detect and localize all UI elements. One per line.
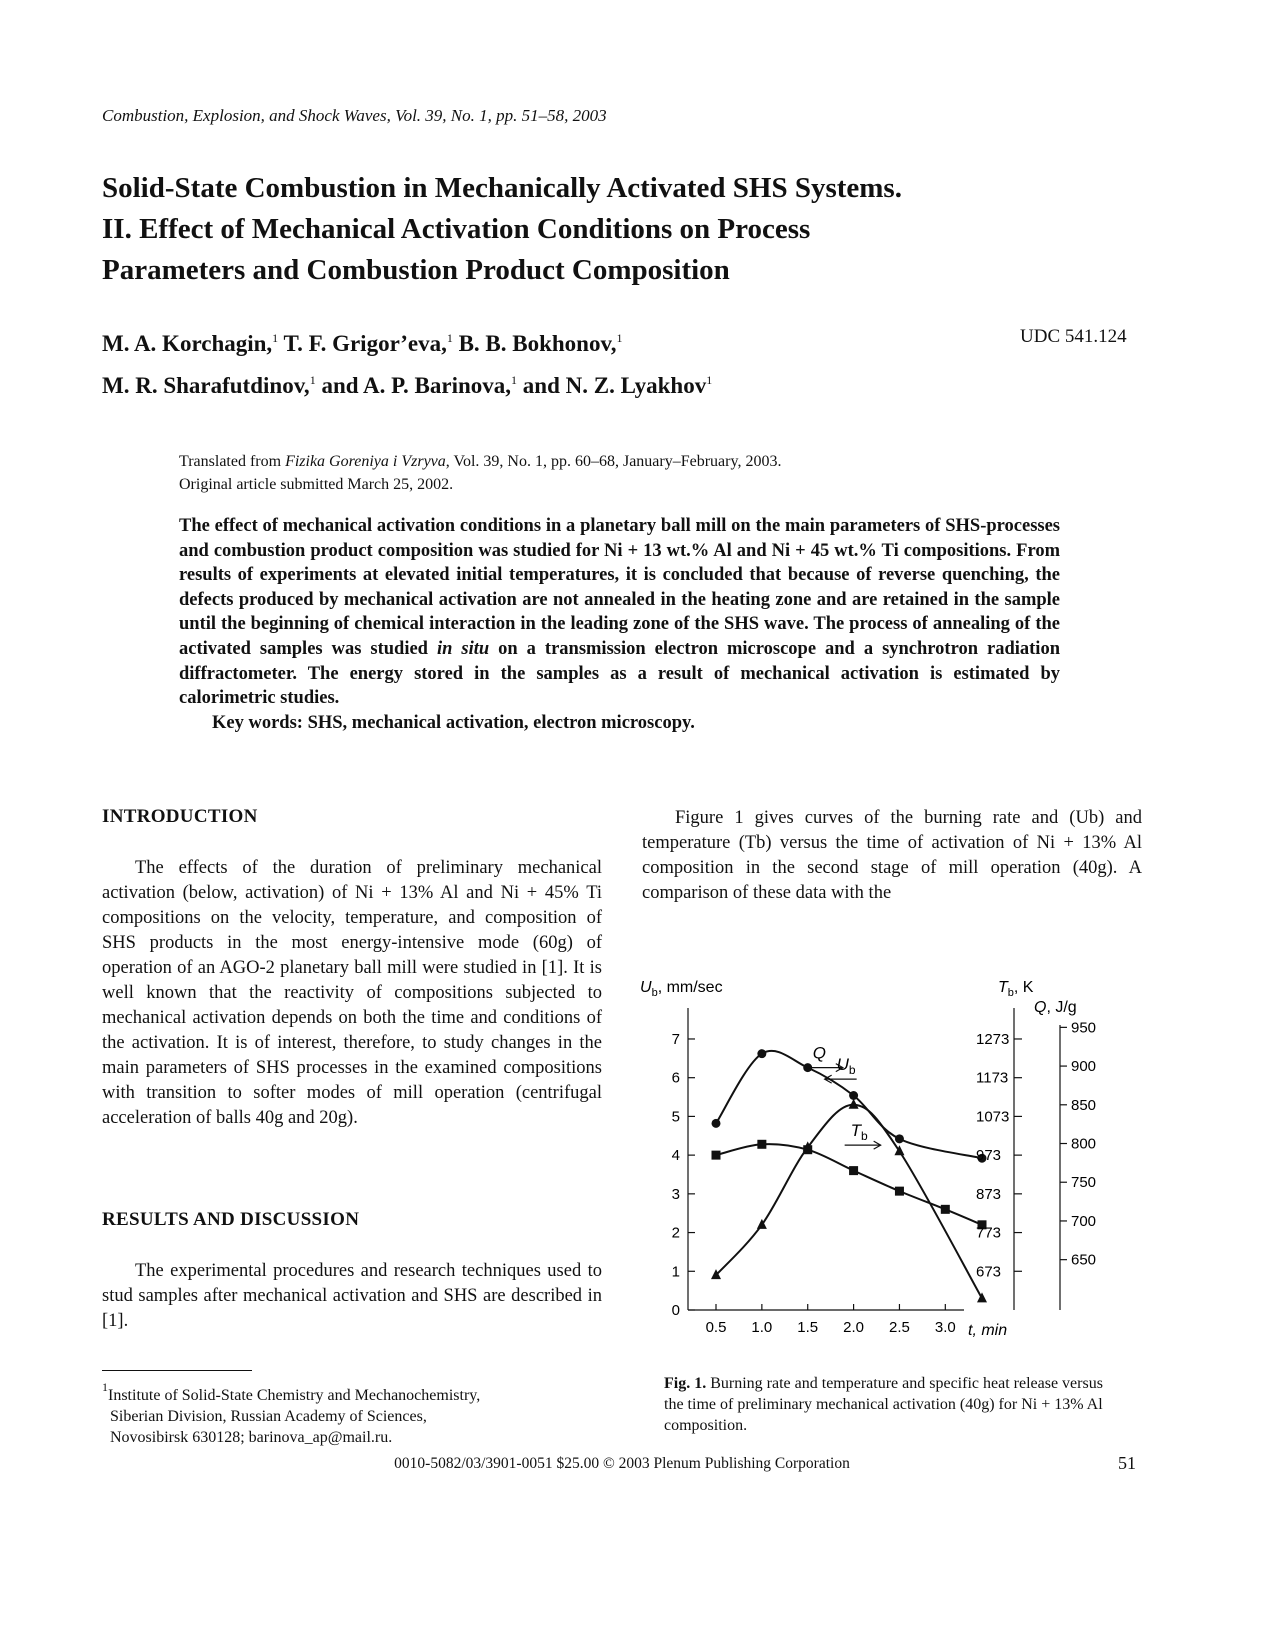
annotation-tb: $T_b$ (850, 1121, 868, 1144)
tb-point (941, 1205, 950, 1214)
left-axis-label (640, 979, 723, 999)
submission-date: Original article submitted March 25, 2002. (179, 476, 454, 493)
left-tick-label: 5 (671, 1108, 680, 1126)
right-tick-label: 750 (1071, 1174, 1097, 1192)
middle-axis-label (998, 979, 1034, 999)
footnote-text-1: Institute of Solid-State Chemistry and Mechanochemistry, (108, 1387, 481, 1404)
right-axis-unit: , J/g (1046, 999, 1077, 1016)
footnote-line-3: Novosibirsk 630128; barinova_ap@mail.ru. (110, 1429, 393, 1446)
chart-labels (640, 979, 1096, 1339)
tb-point (757, 1140, 766, 1149)
left-tick-label: 2 (671, 1224, 680, 1242)
abstract-text-2: on a transmission electron microscope and a synchrotron radiation diffractometer. The energy stored in the samples as a result of mechanical activation is estimated by calorimetric studies. (179, 638, 1060, 709)
chart-curves (716, 1051, 982, 1298)
introduction-paragraph: The effects of the duration of preliminary mechanical activation (below, activation) of Ni + 13% Al and Ni + 45% Ti compositions on the velocity, temperature, and composition of SHS products in the most energy-intensive mode (60g) of operation of an AGO-2 planetary ball mill were studied in [1]. It is well known that the reactivity of compositions subjected to mechanical activation depends on both the time and conditions of the activation. It is of interest, therefore, to study changes in the main parameters of SHS processes in the examined compositions with transition to softer modes of mill operation (centrifugal acceleration of balls 40g and 20g). (102, 858, 602, 1128)
results-heading (102, 1209, 602, 1231)
journal-citation: Combustion, Explosion, and Shock Waves, Vol. 39, No. 1, pp. 51–58, 2003 (102, 106, 607, 125)
right-tick-label: 800 (1071, 1135, 1097, 1153)
middle-axis-subscript: b (1007, 987, 1014, 999)
title-line-3: Parameters and Combustion Product Composition (102, 254, 730, 286)
chart-markers (711, 1049, 987, 1302)
footnote-line-1 (102, 1377, 622, 1406)
x-axis-label: t, min (968, 1322, 1008, 1339)
results-paragraph: The experimental procedures and research techniques used to stud samples after mechanical activation and SHS are described in [1]. (102, 1261, 602, 1331)
author-name: and A. P. Barinova, (321, 373, 512, 398)
introduction-heading-text: INTRODUCTION (102, 806, 258, 827)
title-line-1: Solid-State Combustion in Mechanically Activated SHS Systems. (102, 172, 902, 204)
translation-prefix: Translated from (179, 453, 286, 470)
left-tick-label: 0 (671, 1302, 680, 1319)
tb-point (803, 1145, 812, 1154)
source-journal: Fizika Goreniya i Vzryva (285, 453, 446, 470)
keywords: Key words: SHS, mechanical activation, electron microscopy. (212, 712, 695, 733)
results-heading-text: RESULTS AND DISCUSSION (102, 1209, 360, 1230)
left-axis-unit: , mm/sec (657, 979, 723, 996)
chart-axes (688, 1008, 1067, 1310)
annotation-ub: $U_b$ (836, 1055, 856, 1078)
author-name: M. A. Korchagin, (102, 331, 273, 356)
right-tick-label: 850 (1071, 1096, 1097, 1114)
figure-1-chart (640, 960, 1120, 1350)
affiliation-mark: 1 (511, 373, 518, 387)
x-tick-label: 1.0 (751, 1319, 773, 1336)
q-point (849, 1091, 858, 1100)
translation-note (179, 450, 1079, 496)
left-axis-subscript: b (651, 987, 658, 999)
abstract-in-situ: in situ (436, 638, 490, 659)
footnote (102, 1377, 622, 1448)
left-tick-label: 6 (671, 1069, 680, 1087)
tb-point (895, 1187, 904, 1196)
annotation-q: Q (812, 1043, 827, 1063)
introduction-heading (102, 806, 602, 828)
left-axis-symbol: U (640, 979, 652, 996)
middle-tick-label: 1273 (976, 1030, 1010, 1048)
annotation-subscript: b (861, 1129, 868, 1144)
x-tick-label: 2.5 (889, 1319, 910, 1336)
right-tick-label: 900 (1071, 1058, 1097, 1076)
left-tick-label: 1 (671, 1263, 680, 1281)
abstract-text-1: The effect of mechanical activation conditions in a planetary ball mill on the main parameters of SHS-processes and combustion product composition was studied for Ni + 13 wt.% Al and Ni + 45 wt.% Ti compositions. From results of experiments at elevated initial temperatures, it is concluded that because of reverse quenching, the defects produced by mechanical activation are not annealed in the heating zone and are retained in the sample until the beginning of chemical interaction in the leading zone of the SHS wave. The process of annealing of the activated samples was studied (179, 516, 1060, 659)
annotation-subscript: b (848, 1063, 856, 1078)
middle-axis-symbol: T (998, 979, 1008, 996)
right-tick-label: 650 (1071, 1251, 1097, 1269)
affiliation-mark: 1 (272, 331, 279, 345)
middle-tick-label: 1173 (976, 1069, 1009, 1087)
ub-point (849, 1099, 859, 1109)
udc-code: UDC 541.124 (1020, 326, 1127, 347)
middle-tick-label: 673 (976, 1263, 1002, 1281)
right-axis-symbol: Q (1034, 999, 1047, 1016)
right-tick-label: 950 (1071, 1019, 1097, 1037)
middle-tick-label: 773 (976, 1224, 1002, 1242)
q-point (712, 1119, 721, 1128)
right-tick-label: 700 (1071, 1212, 1097, 1230)
affiliation-mark: 1 (616, 331, 623, 345)
x-tick-label: 2.0 (843, 1319, 865, 1336)
authors-line-2 (102, 362, 1002, 404)
page-number: 51 (1118, 1453, 1136, 1473)
x-tick-label: 0.5 (705, 1319, 727, 1336)
paper-title (102, 168, 1102, 291)
footnote-rule (102, 1370, 252, 1371)
author-name: T. F. Grigor’eva, (283, 331, 447, 356)
author-list (102, 320, 1002, 404)
translation-details: , Vol. 39, No. 1, pp. 60–68, January–February, 2003. (445, 453, 782, 470)
affiliation-mark: 1 (706, 373, 713, 387)
author-name: B. B. Bokhonov, (458, 331, 617, 356)
tb-point (712, 1151, 721, 1160)
page-footer: 0010-5082/03/3901-0051 $25.00 © 2003 Plenum Publishing Corporation (394, 1455, 850, 1472)
left-tick-label: 7 (671, 1030, 680, 1048)
caption-label: Fig. 1. (664, 1375, 707, 1392)
right-axis-label (1034, 999, 1077, 1016)
abstract (179, 514, 1060, 735)
footnote-mark: 1 (102, 1380, 108, 1394)
series-line-ub (716, 1105, 982, 1299)
left-tick-label: 3 (671, 1185, 680, 1203)
author-name: and N. Z. Lyakhov (522, 373, 707, 398)
author-name: M. R. Sharafutdinov, (102, 373, 310, 398)
affiliation-mark: 1 (446, 331, 453, 345)
x-tick-label: 1.5 (797, 1319, 819, 1336)
middle-tick-label: 973 (976, 1147, 1002, 1165)
footnote-line-2: Siberian Division, Russian Academy of Sciences, (110, 1408, 427, 1425)
middle-tick-label: 1073 (976, 1108, 1010, 1126)
column2-paragraph: Figure 1 gives curves of the burning rate and (Ub) and temperature (Tb) versus the time of activation of Ni + 13% Al composition in the second stage of mill operation (40g). A comparison of these data with the (642, 808, 1142, 903)
middle-tick-label: 873 (976, 1185, 1002, 1203)
figure-caption (664, 1373, 1124, 1436)
left-tick-label: 4 (671, 1147, 680, 1165)
x-tick-label: 3.0 (934, 1319, 956, 1336)
caption-text: Burning rate and temperature and specific heat release versus the time of preliminary mechanical activation (40g) for Ni + 13% Al composition. (664, 1375, 1103, 1434)
q-point (895, 1134, 904, 1143)
q-point (757, 1049, 766, 1058)
title-line-2: II. Effect of Mechanical Activation Conditions on Process (102, 213, 811, 245)
authors-line-1 (102, 320, 1002, 362)
tb-point (849, 1166, 858, 1175)
middle-axis-unit: , K (1013, 979, 1034, 996)
affiliation-mark: 1 (309, 373, 316, 387)
translation-source-line (179, 450, 1079, 473)
